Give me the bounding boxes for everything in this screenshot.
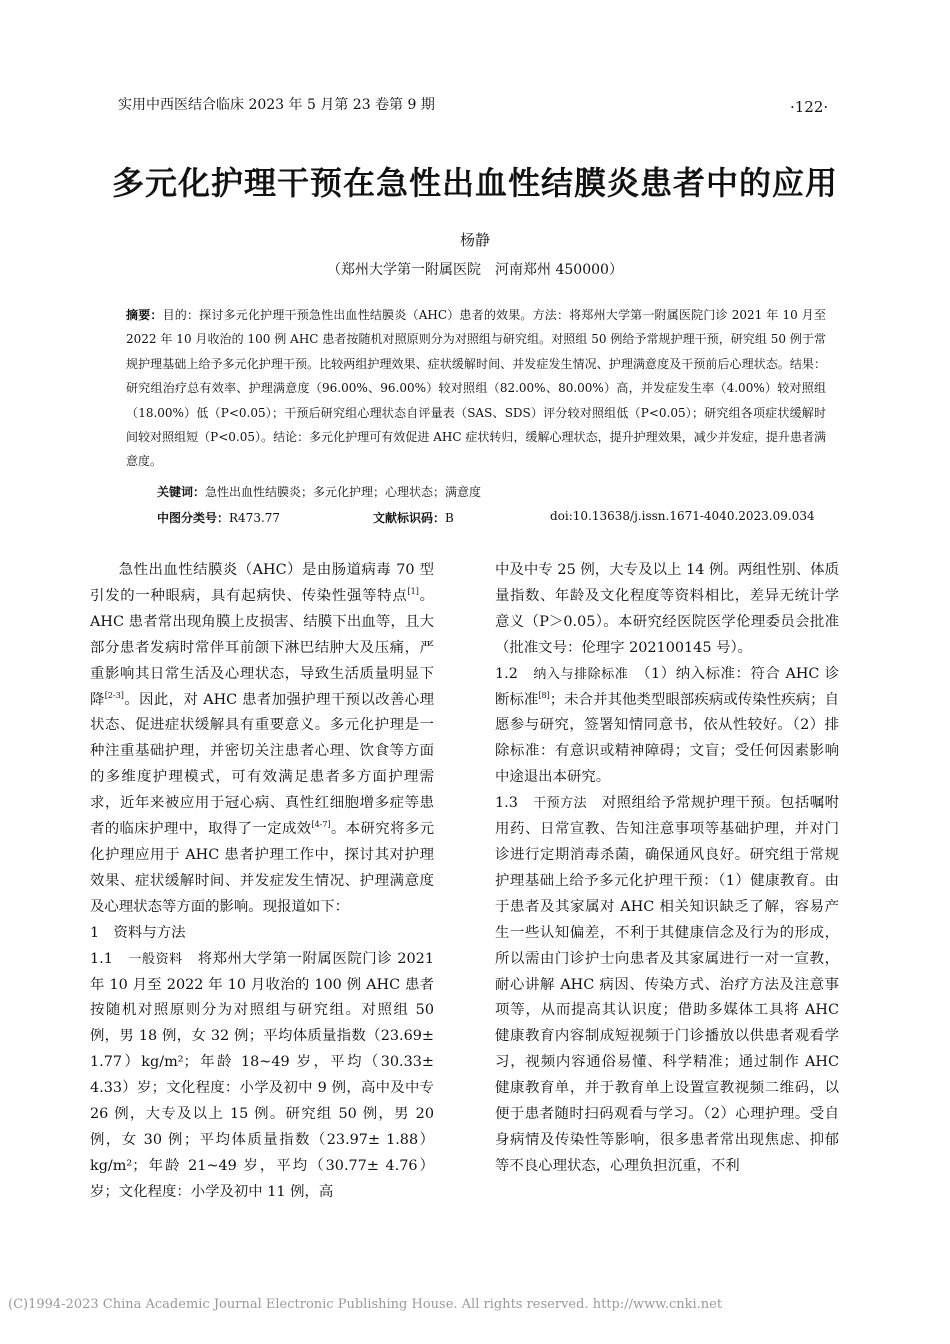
- citation: [8]: [538, 690, 550, 700]
- document-code: [373, 509, 454, 526]
- keywords-label: 关键词：: [157, 485, 206, 499]
- subsection-title: 一般资料: [128, 951, 183, 967]
- subsection-title: 干预方法: [533, 796, 588, 812]
- keywords-text: 急性出血性结膜炎；多元化护理；心理状态；满意度: [205, 485, 482, 499]
- section-heading: 1 资料与方法: [90, 924, 186, 941]
- citation: [2-3]: [104, 690, 124, 700]
- author-affiliation: （郑州大学第一附属医院 河南郑州 450000）: [327, 262, 623, 278]
- citation: [1]: [407, 587, 419, 597]
- subsection-1-1: 1.1 一般资料 将郑州大学第一附属医院门诊 2021 年 10 月至 2022 年 10 月收治的 100 例 AHC 患者按随机对照原则分为对照组与研究组。对照组 50 例，男 18 例，女 32 例；平均体质量指数（23.69± 1.77）kg/m²；年龄 18~49 岁，平均（30.33± 4.33）岁；文化程度：小学及初中 9 例，高中及中专 26 例，大专及以上 15 例。研究组 50 例，男 20 例，女 30 例；平均体质量指数（23.97± 1.88）kg/m²；年龄 21~49 岁，平均（30.77± 4.76）岁；文化程度：小学及初中 11 例，高: [90, 950, 434, 1200]
- clc-number: [157, 509, 280, 526]
- clc-label: 中图分类号：: [157, 511, 230, 525]
- abstract-text: 目的：探讨多元化护理干预急性出血性结膜炎（AHC）患者的效果。方法：将郑州大学第一附属医院门诊 2021 年 10 月至 2022 年 10 月收治的 100 例 AHC 患者按随机对照原则分为对照组与研究组。对照组 50 例给予常规护理干预，研究组 50 例于常规护理基础上给予多元化护理干预。比较两组护理效果、症状缓解时间、并发症发生情况、护理满意度及干预前后心理状态。结果：研究组治疗总有效率、护理满意度（96.00%、96.00%）较对照组（82.00%、80.00%）高，并发症发生率（4.00%）较对照组（18.00%）低（P<0.05）；干预后研究组心理状态自评量表（SAS、SDS）评分较对照组低（P<0.05）；研究组各项症状缓解时间较对照组短（P<0.05）。结论：多元化护理可有效促进 AHC 症状转归，缓解心理状态，提升护理效果，减少并发症，提升患者满意度。: [126, 308, 826, 469]
- body-left-column: [90, 558, 434, 1206]
- continued-paragraph: 中及中专 25 例，大专及以上 14 例。两组性别、体质量指数、年龄及文化程度等资料相比，差异无统计学意义（P＞0.05）。本研究经医院医学伦理委员会批准（批准文号：伦理字 202100145 号）。: [495, 562, 839, 656]
- abstract: [126, 303, 826, 474]
- citation: [4-7]: [311, 820, 331, 830]
- abstract-label: 摘要：: [126, 308, 163, 322]
- author-name: 杨静: [459, 231, 490, 249]
- subsection-1-2: 1.2 纳入与排除标准 （1）纳入标准：符合 AHC 诊断标准[8]；未合并其他类型眼部疾病或传染性疾病；自愿参与研究，签署知情同意书，依从性较好。（2）排除标准：有意识或精神障碍；文盲；受任何因素影响中途退出本研究。: [495, 665, 839, 786]
- journal-header: 实用中西医结合临床 2023 年 5 月第 23 卷第 9 期: [118, 97, 435, 113]
- doc-code-value: B: [445, 511, 454, 525]
- doi: doi:10.13638/j.issn.1671-4040.2023.09.034: [550, 509, 815, 523]
- subsection-title: 纳入与排除标准: [533, 666, 629, 682]
- keywords: [157, 483, 481, 500]
- article-title: 多元化护理干预在急性出血性结膜炎患者中的应用: [111, 164, 838, 202]
- intro-paragraph: 急性出血性结膜炎（AHC）是由肠道病毒 70 型引发的一种眼病，具有起病快、传染性强等特点[1]。AHC 患者常出现角膜上皮损害、结膜下出血等，且大部分患者发病时常伴耳前颌下淋巴结肿大及压痛，严重影响其日常生活及心理状态，导致生活质量明显下降[2-3]。因此，对 AHC 患者加强护理干预以改善心理状态、促进症状缓解具有重要意义。多元化护理是一种注重基础护理，并密切关注患者心理、饮食等方面的多维度护理模式，可有效满足患者多方面护理需求，近年来被应用于冠心病、真性红细胞增多症等患者的临床护理中，取得了一定成效[4-7]。本研究将多元化护理应用于 AHC 患者护理工作中，探讨其对护理效果、症状缓解时间、并发症发生情况、护理满意度及心理状态等方面的影响。现报道如下：: [90, 562, 434, 915]
- copyright-footer: (C)1994-2023 China Academic Journal Electronic Publishing House. All rights reserved. http://www.cnki.net: [8, 1297, 723, 1312]
- body-right-column: [495, 558, 839, 1180]
- doc-code-label: 文献标识码：: [373, 511, 446, 525]
- clc-value: R473.77: [229, 511, 281, 525]
- subsection-1-3: 1.3 干预方法 对照组给予常规护理干预。包括嘱咐用药、日常宣教、告知注意事项等基础护理，并对门诊进行定期消毒杀菌，确保通风良好。研究组于常规护理基础上给予多元化护理干预：（1）健康教育。由于患者及其家属对 AHC 相关知识缺乏了解，容易产生一些认知偏差，不利于其健康信念及行为的形成，所以需由门诊护士向患者及其家属进行一对一宣教，耐心讲解 AHC 病因、传染方式、治疗方法及注意事项等，从而提高其认识度；借助多媒体工具将 AHC 健康教育内容制成短视频于门诊播放以供患者观看学习，视频内容通俗易懂、科学精准；通过制作 AHC 健康教育单，并于教育单上设置宣教视频二维码，以便于患者随时扫码观看与学习。（2）心理护理。受自身病情及传染性等影响，很多患者常出现焦虑、抑郁等不良心理状态，心理负担沉重，不利: [495, 795, 839, 1174]
- page-number: ·122·: [790, 98, 829, 116]
